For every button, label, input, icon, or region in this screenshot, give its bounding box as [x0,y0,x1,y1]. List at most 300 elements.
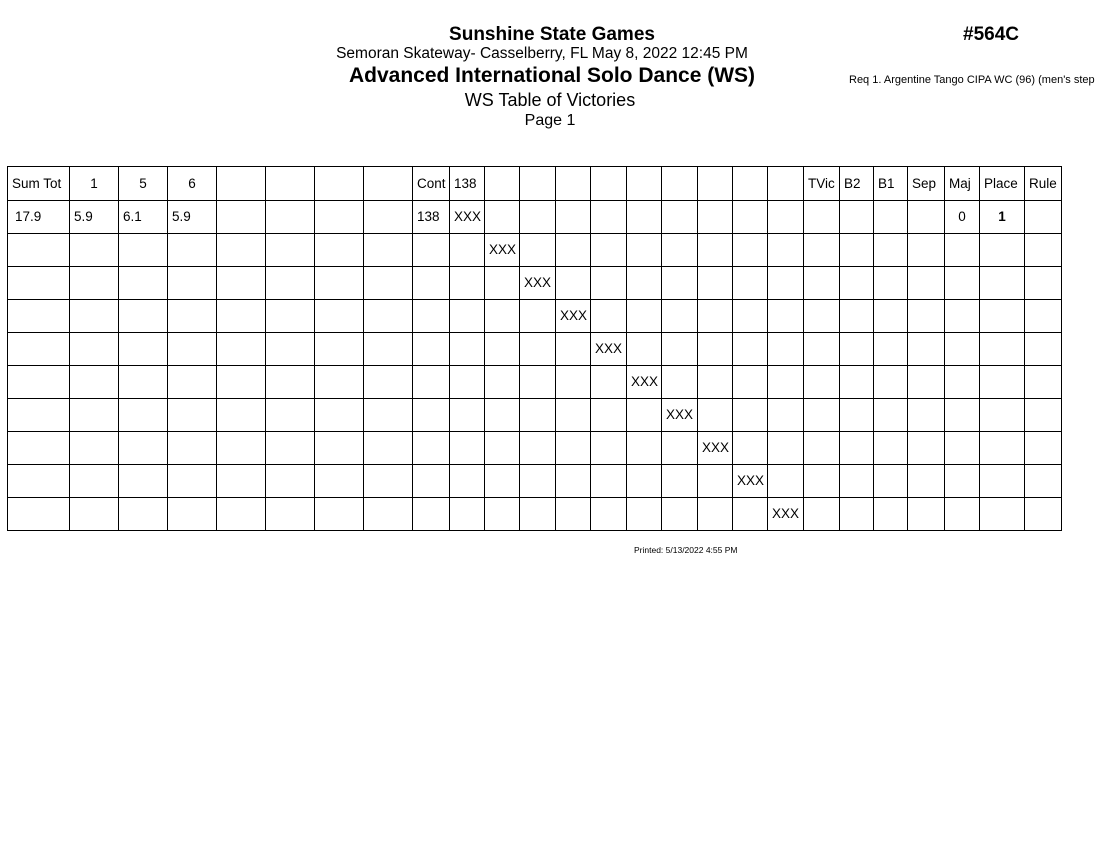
table-cell [908,465,945,498]
table-cell [698,366,733,399]
table-cell [980,234,1025,267]
table-cell [556,465,591,498]
table-cell [733,366,768,399]
table-cell [840,333,874,366]
table-cell [364,465,413,498]
table-cell [364,399,413,432]
table-cell [70,432,119,465]
table-row [8,366,1062,399]
table-cell [8,366,70,399]
table-cell: XXX [556,300,591,333]
table-cell [70,333,119,366]
table-cell [485,267,520,300]
table-cell [413,465,450,498]
table-cell [8,498,70,531]
table-cell [804,234,840,267]
table-cell: 138 [413,201,450,234]
table-cell [485,465,520,498]
table-cell [768,201,804,234]
column-header [217,167,266,201]
table-cell [1025,234,1062,267]
table-cell [768,267,804,300]
table-cell [217,399,266,432]
table-cell [662,300,698,333]
table-cell [266,333,315,366]
table-cell [874,267,908,300]
column-header [698,167,733,201]
table-cell: 17.9 [8,201,70,234]
table-cell [980,333,1025,366]
table-cell [266,498,315,531]
table-cell [119,432,168,465]
table-cell [485,432,520,465]
table-cell [840,432,874,465]
table-cell [874,366,908,399]
table-cell [70,465,119,498]
table-cell [945,465,980,498]
table-cell [662,366,698,399]
table-cell [804,201,840,234]
table-cell [8,333,70,366]
table-cell [840,234,874,267]
table-cell [945,234,980,267]
table-cell [364,366,413,399]
column-header: Maj [945,167,980,201]
column-header [485,167,520,201]
table-cell [364,432,413,465]
table-cell [591,432,627,465]
table-cell [698,333,733,366]
table-cell [1025,432,1062,465]
table-cell [217,333,266,366]
table-cell: XXX [768,498,804,531]
table-cell [364,234,413,267]
table-cell [119,399,168,432]
table-cell [217,366,266,399]
table-cell [945,333,980,366]
table-cell [364,333,413,366]
table-cell [520,234,556,267]
table-cell [70,399,119,432]
table-cell [874,498,908,531]
table-cell [1025,201,1062,234]
table-cell [413,234,450,267]
table-cell [804,333,840,366]
table-cell: 6.1 [119,201,168,234]
table-cell [168,498,217,531]
table-cell [840,465,874,498]
table-cell [804,399,840,432]
table-cell [840,498,874,531]
table-cell: XXX [485,234,520,267]
table-cell [627,399,662,432]
table-cell [520,333,556,366]
table-cell [520,432,556,465]
table-cell [1025,399,1062,432]
table-cell [315,498,364,531]
table-cell [1025,465,1062,498]
table-cell [450,432,485,465]
table-cell [874,201,908,234]
table-cell [627,498,662,531]
table-cell [450,399,485,432]
table-cell [217,432,266,465]
table-cell [450,465,485,498]
table-cell [908,399,945,432]
column-header: 5 [119,167,168,201]
table-cell [591,465,627,498]
table-cell [733,201,768,234]
table-cell [413,432,450,465]
column-header: 138 [450,167,485,201]
table-cell [70,267,119,300]
column-header: B2 [840,167,874,201]
table-cell [556,267,591,300]
table-cell [119,465,168,498]
table-cell [1025,267,1062,300]
table-cell [591,267,627,300]
table-cell [556,498,591,531]
table-row [8,267,1062,300]
table-cell [662,465,698,498]
table-row [8,333,1062,366]
table-cell [556,333,591,366]
table-cell [945,267,980,300]
table-cell [315,267,364,300]
table-cell [70,234,119,267]
table-cell [627,333,662,366]
table-cell [217,498,266,531]
column-header [556,167,591,201]
table-cell [698,267,733,300]
table-cell [485,366,520,399]
table-cell [520,201,556,234]
table-cell [908,234,945,267]
table-cell [266,201,315,234]
column-header [768,167,804,201]
table-cell [266,300,315,333]
table-cell [591,498,627,531]
column-header [591,167,627,201]
table-cell [450,267,485,300]
column-header: 6 [168,167,217,201]
column-header [662,167,698,201]
table-cell [980,498,1025,531]
table-cell [733,267,768,300]
column-header [627,167,662,201]
table-cell [980,399,1025,432]
table-cell [266,267,315,300]
table-cell [768,399,804,432]
table-cell [315,234,364,267]
table-cell [627,465,662,498]
table-cell [119,267,168,300]
table-cell [168,432,217,465]
table-cell [908,300,945,333]
table-cell [733,432,768,465]
table-cell [627,300,662,333]
table-cell: XXX [450,201,485,234]
table-cell [733,399,768,432]
table-cell [364,267,413,300]
table-cell [874,300,908,333]
column-header: Rule [1025,167,1062,201]
table-cell [840,366,874,399]
column-header: Cont [413,167,450,201]
table-cell [591,201,627,234]
table-cell [168,399,217,432]
table-cell [450,333,485,366]
event-name: Sunshine State Games [449,24,655,45]
table-cell [662,498,698,531]
table-cell [1025,498,1062,531]
table-cell [908,366,945,399]
table-cell [168,465,217,498]
table-cell: 5.9 [70,201,119,234]
table-cell [168,333,217,366]
table-cell [591,300,627,333]
requirement-line: Req 1. Argentine Tango CIPA WC (96) (men's step [849,74,1095,86]
table-cell [768,366,804,399]
table-cell [698,465,733,498]
table-cell [413,300,450,333]
table-cell [980,366,1025,399]
table-cell [698,399,733,432]
table-cell [266,432,315,465]
table-cell [804,432,840,465]
table-cell [450,366,485,399]
table-cell [315,201,364,234]
table-cell [591,399,627,432]
table-cell [980,465,1025,498]
table-cell [119,498,168,531]
table-cell [413,333,450,366]
table-cell [70,300,119,333]
table-cell [804,465,840,498]
table-cell: 0 [945,201,980,234]
table-cell [413,498,450,531]
table-header-row [8,167,1062,201]
table-cell [8,399,70,432]
table-cell [662,234,698,267]
table-cell: XXX [627,366,662,399]
table-cell: 1 [980,201,1025,234]
table-cell [450,498,485,531]
column-header: 1 [70,167,119,201]
table-cell [556,201,591,234]
table-cell [556,432,591,465]
table-cell [662,333,698,366]
column-header: Sep [908,167,945,201]
table-cell [768,465,804,498]
table-cell [908,432,945,465]
table-cell [804,300,840,333]
table-cell: XXX [662,399,698,432]
table-cell [556,399,591,432]
table-cell [768,300,804,333]
table-cell [266,465,315,498]
column-header: TVic [804,167,840,201]
table-cell [908,498,945,531]
table-cell [733,333,768,366]
column-header [266,167,315,201]
table-cell [520,465,556,498]
table-cell [520,366,556,399]
table-cell [733,234,768,267]
table-cell [840,201,874,234]
table-cell [874,234,908,267]
table-cell [70,498,119,531]
table-cell [804,267,840,300]
table-cell [315,366,364,399]
table-cell [266,234,315,267]
table-cell [364,498,413,531]
table-cell [768,333,804,366]
table-cell [1025,366,1062,399]
table-cell [168,267,217,300]
table-title: WS Table of Victories [464,90,636,110]
table-cell [980,267,1025,300]
table-cell [874,333,908,366]
table-row [8,432,1062,465]
table-cell [520,300,556,333]
table-cell [980,432,1025,465]
table-cell [768,432,804,465]
table-cell [556,234,591,267]
table-cell [485,201,520,234]
table-cell [627,201,662,234]
table-cell [627,432,662,465]
table-cell [520,399,556,432]
table-cell [804,366,840,399]
table-cell [485,399,520,432]
table-cell [698,201,733,234]
table-cell [874,399,908,432]
table-cell [840,300,874,333]
table-cell [8,300,70,333]
table-cell [591,234,627,267]
column-header: Sum Tot [8,167,70,201]
table-cell [217,300,266,333]
table-cell [804,498,840,531]
table-cell [119,333,168,366]
table-cell [217,201,266,234]
table-cell: XXX [591,333,627,366]
table-cell [945,366,980,399]
table-cell [315,399,364,432]
table-cell [8,267,70,300]
table-cell [315,333,364,366]
column-header [733,167,768,201]
table-cell [768,234,804,267]
table-row [8,465,1062,498]
victories-table [7,166,1062,531]
table-cell [450,234,485,267]
event-title: Advanced International Solo Dance (WS) [348,64,756,87]
table-cell [413,267,450,300]
table-cell [485,498,520,531]
table-cell [413,366,450,399]
table-cell: XXX [520,267,556,300]
column-header [315,167,364,201]
table-cell [840,267,874,300]
table-row [8,399,1062,432]
table-cell [217,234,266,267]
table-cell [450,300,485,333]
table-cell [908,267,945,300]
table-cell [945,432,980,465]
table-cell [168,366,217,399]
table-cell [119,234,168,267]
table-cell [945,300,980,333]
printed-timestamp: Printed: 5/13/2022 4:55 PM [634,545,738,555]
table-row [8,201,1062,234]
table-cell [413,399,450,432]
column-header [520,167,556,201]
table-cell [591,366,627,399]
table-cell [70,366,119,399]
table-cell [119,300,168,333]
table-cell [1025,333,1062,366]
table-cell [364,201,413,234]
table-cell [1025,300,1062,333]
column-header [364,167,413,201]
table-cell [840,399,874,432]
table-cell [945,498,980,531]
page-label: Page 1 [524,112,576,129]
table-cell: XXX [733,465,768,498]
table-cell [485,300,520,333]
table-cell [662,201,698,234]
table-cell [266,366,315,399]
table-cell [8,432,70,465]
table-cell [168,300,217,333]
table-cell [698,300,733,333]
table-cell [556,366,591,399]
table-cell [874,432,908,465]
table-cell [874,465,908,498]
table-row [8,234,1062,267]
table-cell [217,267,266,300]
event-number: #564C [963,24,1019,45]
venue-line: Semoran Skateway- Casselberry, FL May 8, 2022 12:45 PM [336,45,748,62]
table-cell [945,399,980,432]
table-cell [119,366,168,399]
table-cell [315,432,364,465]
table-cell [733,498,768,531]
table-cell [627,267,662,300]
table-cell [364,300,413,333]
table-cell [266,399,315,432]
table-cell [698,498,733,531]
table-row [8,300,1062,333]
table-cell [908,333,945,366]
table-cell [315,300,364,333]
column-header: Place [980,167,1025,201]
column-header: B1 [874,167,908,201]
table-cell [485,333,520,366]
table-cell [168,234,217,267]
table-cell [662,432,698,465]
table-cell [520,498,556,531]
table-cell [908,201,945,234]
table-cell [733,300,768,333]
table-cell [315,465,364,498]
table-cell: 5.9 [168,201,217,234]
table-cell [662,267,698,300]
table-cell [627,234,662,267]
table-cell [217,465,266,498]
